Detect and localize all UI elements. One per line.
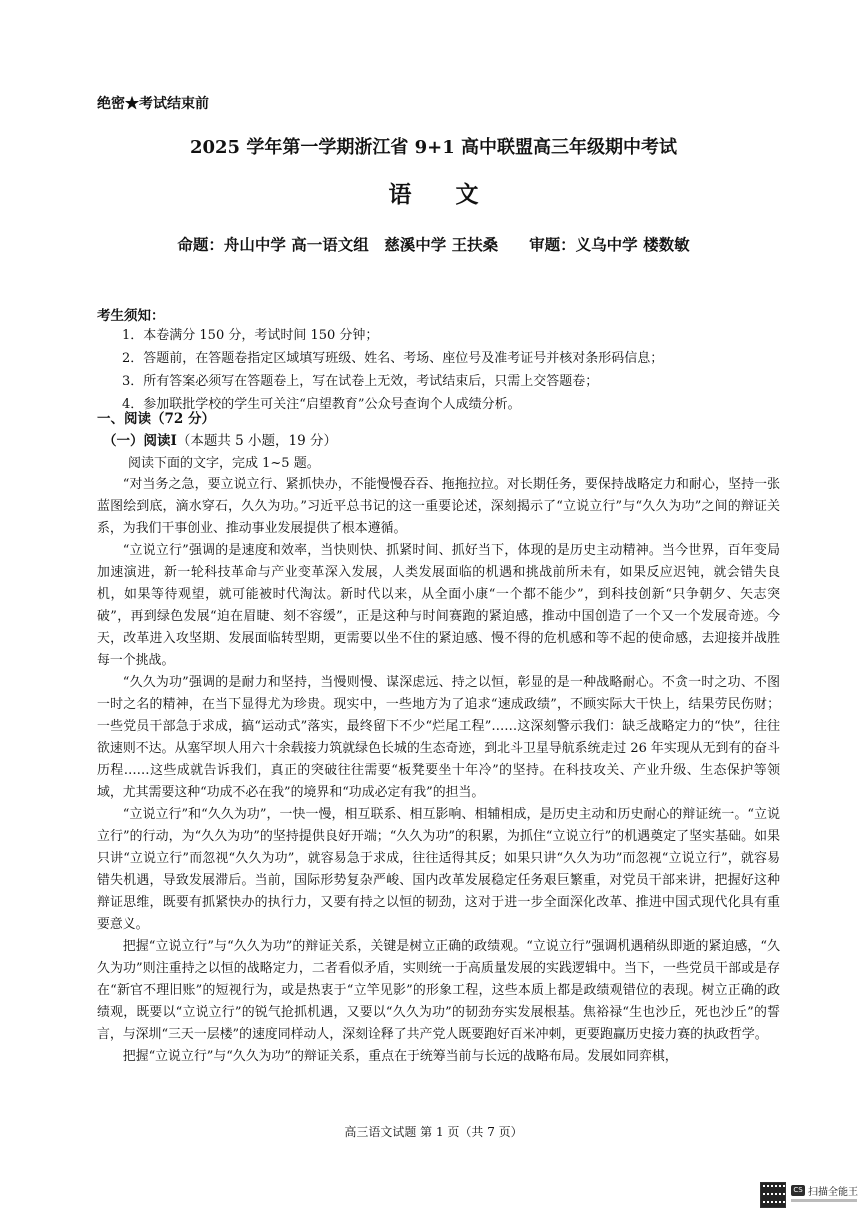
subsection-heading [103,429,337,449]
subsection-note: （本题共 5 小题，19 分） [176,433,337,449]
notice-item: 1．本卷满分 150 分，考试时间 150 分钟； [122,328,379,343]
scanner-label: 扫描全能王 [808,1187,858,1198]
passage-paragraph: “久久为功”强调的是耐力和坚持，当慢则慢、谋深虑远、持之以恒，彰显的是一种战略耐心。不贪一时之功、不图一时之名的精神，在当下显得尤为珍贵。现实中，一些地方为了追求“速成政绩”，不顾实际大干快上，结果劳民伤财；一些党员干部急于求成，搞“运动式”落实，最终留下不少“烂尾工程”……这深刻警示我们：缺乏战略定力的“快”，往往欲速则不达。从塞罕坝人用六十余载接力筑就绿色长城的生态奇迹，到北斗卫星导航系统走过 26 年实现从无到有的奋斗历程……这些成就告诉我们，真正的突破往往需要“板凳要坐十年冷”的坚持。在科技攻关、产业升级、生态保护等领域，尤其需要这种“功成不必在我”的境界和“功成必定有我”的担当。 [97,675,780,800]
notice-title: 考生须知： [97,308,165,324]
exam-title: 2025 学年第一学期浙江省 9+1 高中联盟高三年级期中考试 [189,137,678,158]
page-footer: 高三语文试题 第 1 页（共 7 页） [344,1125,523,1139]
reading-passage [97,474,780,1068]
subject-title: 语 文 [388,181,497,208]
passage-paragraph: “立说立行”强调的是速度和效率，当快则快、抓紧时间、抓好当下，体现的是历史主动精神。当今世界，百年变局加速演进，新一轮科技革命与产业变革深入发展，人类发展面临的机遇和挑战前所未有，如果反应迟钝，就会错失良机，如果等待观望，就可能被时代淘汰。新时代以来，从全面小康“一个都不能少”，到科技创新“只争朝夕、矢志突破”，再到绿色发展“迫在眉睫、刻不容缓”，正是这种与时间赛跑的紧迫感，推动中国创造了一个又一个发展奇迹。今天，改革进入攻坚期、发展面临转型期，更需要以坐不住的紧迫感、慢不得的危机感和等不起的使命感，去迎接并战胜每一个挑战。 [97,543,780,668]
secret-mark: 绝密★考试结束前 [97,96,209,112]
camscanner-logo-icon: CS [791,1185,805,1196]
passage-paragraph: “对当务之急，要立说立行、紧抓快办，不能慢慢吞吞、拖拖拉拉。对长期任务，要保持战略定力和耐心，坚持一张蓝图绘到底，滴水穿石，久久为功。”习近平总书记的这一重要论述，深刻揭示了“立说立行”与“久久为功”之间的辩证关系，为我们干事创业、推动事业发展提供了根本遵循。 [97,477,780,536]
reading-instruction: 阅读下面的文字，完成 1~5 题。 [128,456,320,471]
passage-paragraph: “立说立行”和“久久为功”，一快一慢，相互联系、相互影响、相辅相成，是历史主动和历史耐心的辩证统一。“立说立行”的行动，为“久久为功”的坚持提供良好开端；“久久为功”的积累，为抓住“立说立行”的机遇奠定了坚实基础。如果只讲“立说立行”而忽视“久久为功”，就容易急于求成，往往适得其反；如果只讲“久久为功”而忽视“立说立行”，就容易错失机遇，导致发展滞后。当前，国际形势复杂严峻、国内改革发展稳定任务艰巨繁重，对党员干部来讲，把握好这种辩证思维，既要有抓紧快办的执行力，又要有持之以恒的韧劲，这对于进一步全面深化改革、推进中国式现代化具有重要意义。 [97,807,780,932]
passage-paragraph: 把握“立说立行”与“久久为功”的辩证关系，重点在于统筹当前与长远的战略布局。发展如同弈棋， [122,1049,678,1064]
passage-paragraph: 把握“立说立行”与“久久为功”的辩证关系，关键是树立正确的政绩观。“立说立行”强调机遇稍纵即逝的紧迫感，“久久为功”则注重持之以恒的战略定力，二者看似矛盾，实则统一于高质量发展的实践逻辑中。当下，一些党员干部或是存在“新官不理旧账”的短视行为，或是热衷于“立竿见影”的形象工程，这些本质上都是政绩观错位的表现。树立正确的政绩观，既要以“立说立行”的锐气抢抓机遇，又要以“久久为功”的韧劲夯实发展根基。焦裕禄“生也沙丘，死也沙丘”的誓言，与深圳“三天一层楼”的速度同样动人，深刻诠释了共产党人既要跑好百米冲刺，更要跑赢历史接力赛的执政哲学。 [97,939,780,1042]
notice-item: 2．答题前，在答题卷指定区域填写班级、姓名、考场、座位号及准考证号并核对条形码信息； [122,351,664,366]
subsection-label: （一）阅读Ⅰ [103,433,177,449]
notice-item: 3．所有答案必须写在答题卷上，写在试卷上无效，考试结束后，只需上交答题卷； [122,374,599,389]
section-title: 一、阅读（72 分） [97,411,215,427]
scanner-subtext [791,1199,857,1202]
authors-line: 命题：舟山中学 高一语文组 慈溪中学 王扶桑 审题：义乌中学 楼数敏 [177,236,690,254]
notice-list [122,324,663,416]
qr-code-icon [760,1182,786,1208]
notice-item: 4．参加联批学校的学生可关注“启望教育”公众号查询个人成绩分析。 [122,397,521,412]
scanner-watermark [760,1182,860,1212]
